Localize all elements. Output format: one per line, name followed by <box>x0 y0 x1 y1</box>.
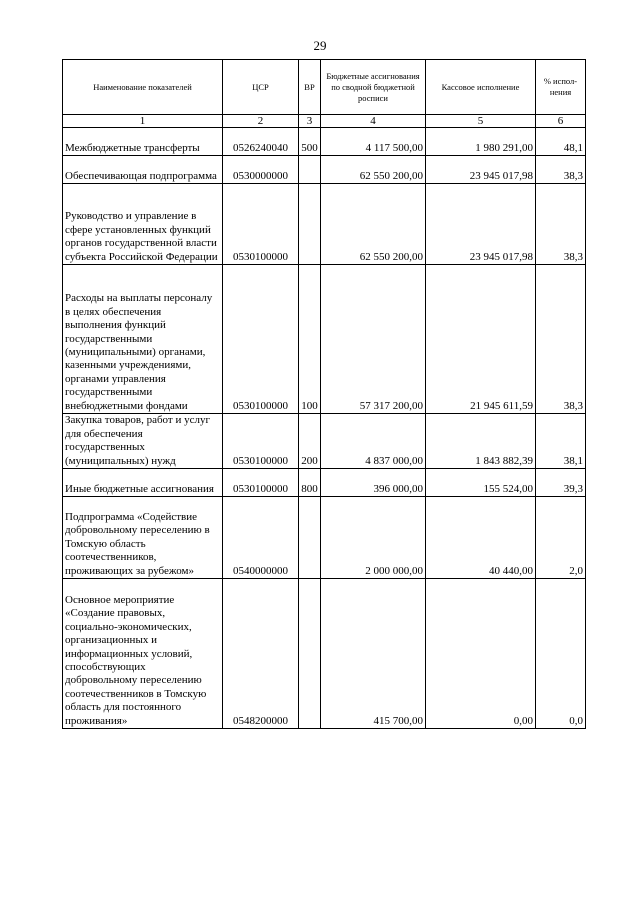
row-name: Руководство и управление в сфере установленных функций органов государственной власти субъекта Российской Федерации <box>63 184 223 265</box>
header-vr: ВР <box>299 60 321 115</box>
row-csr: 0548200000 <box>223 579 299 729</box>
row-name: Подпрограмма «Содействие добровольному переселению в Томскую область соотечественников, проживающих за рубежом» <box>63 497 223 579</box>
row-allocation: 57 317 200,00 <box>321 265 426 414</box>
row-percent: 2,0 <box>536 497 586 579</box>
row-csr: 0530100000 <box>223 414 299 469</box>
row-csr: 0540000000 <box>223 497 299 579</box>
row-percent: 38,3 <box>536 265 586 414</box>
row-percent: 48,1 <box>536 128 586 156</box>
table-row <box>63 156 586 184</box>
row-csr: 0526240040 <box>223 128 299 156</box>
header-percent-execution: % испол-нения <box>536 60 586 115</box>
column-number: 4 <box>321 115 426 128</box>
row-allocation: 396 000,00 <box>321 469 426 497</box>
row-name: Закупка товаров, работ и услуг для обеспечения государственных (муниципальных) нужд <box>63 414 223 469</box>
row-vr <box>299 156 321 184</box>
row-allocation: 62 550 200,00 <box>321 184 426 265</box>
row-vr: 800 <box>299 469 321 497</box>
row-cash-execution: 23 945 017,98 <box>426 156 536 184</box>
row-name: Иные бюджетные ассигнования <box>63 469 223 497</box>
row-vr <box>299 497 321 579</box>
budget-execution-table <box>62 59 586 729</box>
header-name: Наименование показателей <box>63 60 223 115</box>
table-row <box>63 579 586 729</box>
column-number: 2 <box>223 115 299 128</box>
row-cash-execution: 0,00 <box>426 579 536 729</box>
column-number-row <box>63 115 586 128</box>
row-csr: 0530100000 <box>223 184 299 265</box>
header-csr: ЦСР <box>223 60 299 115</box>
row-vr: 500 <box>299 128 321 156</box>
row-csr: 0530100000 <box>223 469 299 497</box>
row-name: Расходы на выплаты персоналу в целях обеспечения выполнения функций государственными (муниципальными) органами, казенными учреждениями, органами управления государственными внебюджетными фондами <box>63 265 223 414</box>
row-allocation: 4 117 500,00 <box>321 128 426 156</box>
row-vr: 100 <box>299 265 321 414</box>
row-allocation: 415 700,00 <box>321 579 426 729</box>
column-number: 3 <box>299 115 321 128</box>
row-cash-execution: 40 440,00 <box>426 497 536 579</box>
column-number: 6 <box>536 115 586 128</box>
header-allocations: Бюджетные ассигнования по сводной бюджетной росписи <box>321 60 426 115</box>
row-allocation: 2 000 000,00 <box>321 497 426 579</box>
page-number: 29 <box>313 38 327 53</box>
column-number: 5 <box>426 115 536 128</box>
row-csr: 0530100000 <box>223 265 299 414</box>
row-cash-execution: 21 945 611,59 <box>426 265 536 414</box>
row-allocation: 62 550 200,00 <box>321 156 426 184</box>
row-name: Основное мероприятие «Создание правовых, социально-экономических, организационных и информационных условий, способствующих добровольному переселению соотечественников в Томскую область для постоянного проживания» <box>63 579 223 729</box>
table-row <box>63 184 586 265</box>
table-row <box>63 414 586 469</box>
row-vr <box>299 184 321 265</box>
table-row <box>63 497 586 579</box>
row-percent: 39,3 <box>536 469 586 497</box>
row-percent: 38,3 <box>536 184 586 265</box>
row-cash-execution: 1 843 882,39 <box>426 414 536 469</box>
row-allocation: 4 837 000,00 <box>321 414 426 469</box>
row-cash-execution: 23 945 017,98 <box>426 184 536 265</box>
row-percent: 38,3 <box>536 156 586 184</box>
table-row <box>63 265 586 414</box>
row-percent: 0,0 <box>536 579 586 729</box>
row-vr: 200 <box>299 414 321 469</box>
row-name: Межбюджетные трансферты <box>63 128 223 156</box>
row-cash-execution: 1 980 291,00 <box>426 128 536 156</box>
row-name: Обеспечивающая подпрограмма <box>63 156 223 184</box>
row-percent: 38,1 <box>536 414 586 469</box>
table-header-row <box>63 60 586 115</box>
row-vr <box>299 579 321 729</box>
table-row <box>63 469 586 497</box>
row-cash-execution: 155 524,00 <box>426 469 536 497</box>
column-number: 1 <box>63 115 223 128</box>
row-csr: 0530000000 <box>223 156 299 184</box>
header-cash-execution: Кассовое исполнение <box>426 60 536 115</box>
table-row <box>63 128 586 156</box>
